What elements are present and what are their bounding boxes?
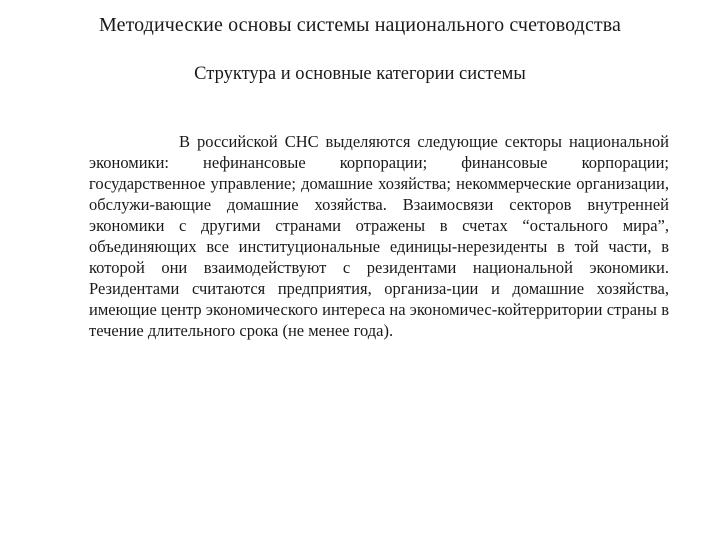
body-paragraph: В российской СНС выделяются следующие секторы национальной экономики: нефинансовые корпорации; финансовые корпорации; государственное управление; домашние хозяйства; некоммерческие организации, обслужи-вающие домашние хозяйства. Взаимосвязи секторов внутренней экономики с другими странами отражены в счетах “остального мира”, объединяющих все институциональные единицы-нерезиденты в той части, в которой они взаимодействуют с резидентами национальной экономики. Резидентами считаются предприятия, организа-ции и домашние хозяйства, имеющие центр экономического интереса на экономичес-койтерритории страны в течение длительного срока (не менее года).: [89, 132, 669, 340]
slide-subtitle: Структура и основные категории системы: [194, 64, 526, 84]
slide-title: Методические основы системы национального счетоводства: [98, 14, 622, 36]
